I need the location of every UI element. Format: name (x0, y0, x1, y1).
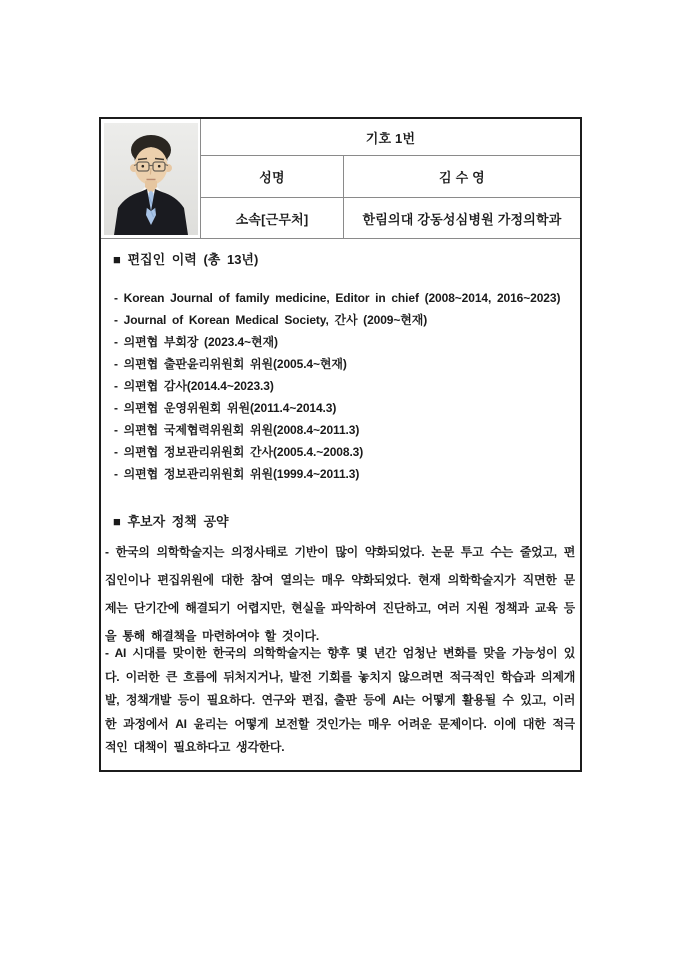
policy-line: 적인 대책이 필요하다고 생각한다. (105, 740, 285, 754)
name-label: 성명 (259, 170, 285, 185)
policy-line: 발, 정책개발 등이 필요하다. 연구와 편집, 출판 등에 AI는 어떻게 활용될 수 있고, 이러 (105, 693, 575, 707)
history-item: - 의편협 부회장 (2023.4~현재) (114, 335, 278, 349)
policy-line: 을 통해 해결책을 마련하여야 할 것이다. (105, 629, 319, 643)
policy-line: 다. 이러한 큰 흐름에 뒤처지거나, 발전 기회를 놓치지 않으려면 적극적인 학습과 의제개 (105, 669, 575, 684)
name-label-cell (201, 156, 344, 198)
history-item: - 의편협 정보관리위원회 위원(1999.4~2011.3) (114, 467, 360, 481)
history-item: - Korean Journal of family medicine, Editor in chief (2008~2014, 2016~2023) (114, 291, 561, 305)
history-item: - Journal of Korean Medical Society, 간사 (2009~현재) (114, 313, 428, 327)
policy-line: - 한국의 의학학술지는 의정사태로 기반이 많이 약화되었다. 논문 투고 수는 줄었고, 편 (105, 545, 575, 559)
candidate-profile-box (99, 117, 582, 772)
name-value-cell (344, 156, 580, 198)
policy-line: 제는 단기간에 해결되기 어렵지만, 현실을 파악하여 진단하고, 여러 지원 정책과 교육 등 (105, 601, 575, 615)
policy-line: 집인이나 편집위원에 대한 참여 열의는 매우 약화되었다. 현재 의학학술지가 직면한 문 (105, 573, 575, 587)
candidate-photo-cell (101, 119, 201, 238)
candidate-id-table (101, 119, 580, 239)
policy-paragraph-2 (105, 642, 575, 760)
history-item: - 의편협 정보관리위원회 간사(2005.4.~2008.3) (114, 445, 364, 459)
candidate-photo (104, 123, 198, 235)
document-body (101, 251, 580, 760)
policy-line: - AI 시대를 맞이한 한국의 의학학술지는 향후 몇 년간 엄청난 변화를 맞을 가능성이 있 (105, 646, 575, 660)
ballot-number-text: 기호 1번 (365, 130, 416, 146)
history-item: - 의편협 운영위원회 위원(2011.4~2014.3) (114, 401, 337, 415)
policy-paragraph-1 (105, 538, 575, 650)
affiliation-label: 소속[근무처] (235, 211, 309, 227)
affiliation-value-cell (344, 198, 580, 238)
name-value: 김 수 영 (439, 170, 485, 185)
policy-line: 한 과정에서 AI 윤리는 어떻게 보전할 것인가는 매우 어려운 문제이다. 이에 대한 적극 (105, 716, 575, 731)
history-item: - 의편협 출판윤리위원회 위원(2005.4~현재) (114, 357, 347, 371)
history-item: - 의편협 국제협력위원회 위원(2008.4~2011.3) (114, 423, 360, 437)
affiliation-label-cell (201, 198, 344, 238)
affiliation-value: 한림의대 강동성심병원 가정의학과 (362, 211, 562, 227)
policy-heading: ■ 후보자 정책 공약 (113, 514, 229, 529)
history-item: - 의편협 감사(2014.4~2023.3) (114, 379, 274, 393)
editor-history-heading: ■ 편집인 이력 (총 13년) (113, 252, 259, 267)
editor-history-list (105, 287, 575, 485)
ballot-number-cell (201, 119, 580, 156)
